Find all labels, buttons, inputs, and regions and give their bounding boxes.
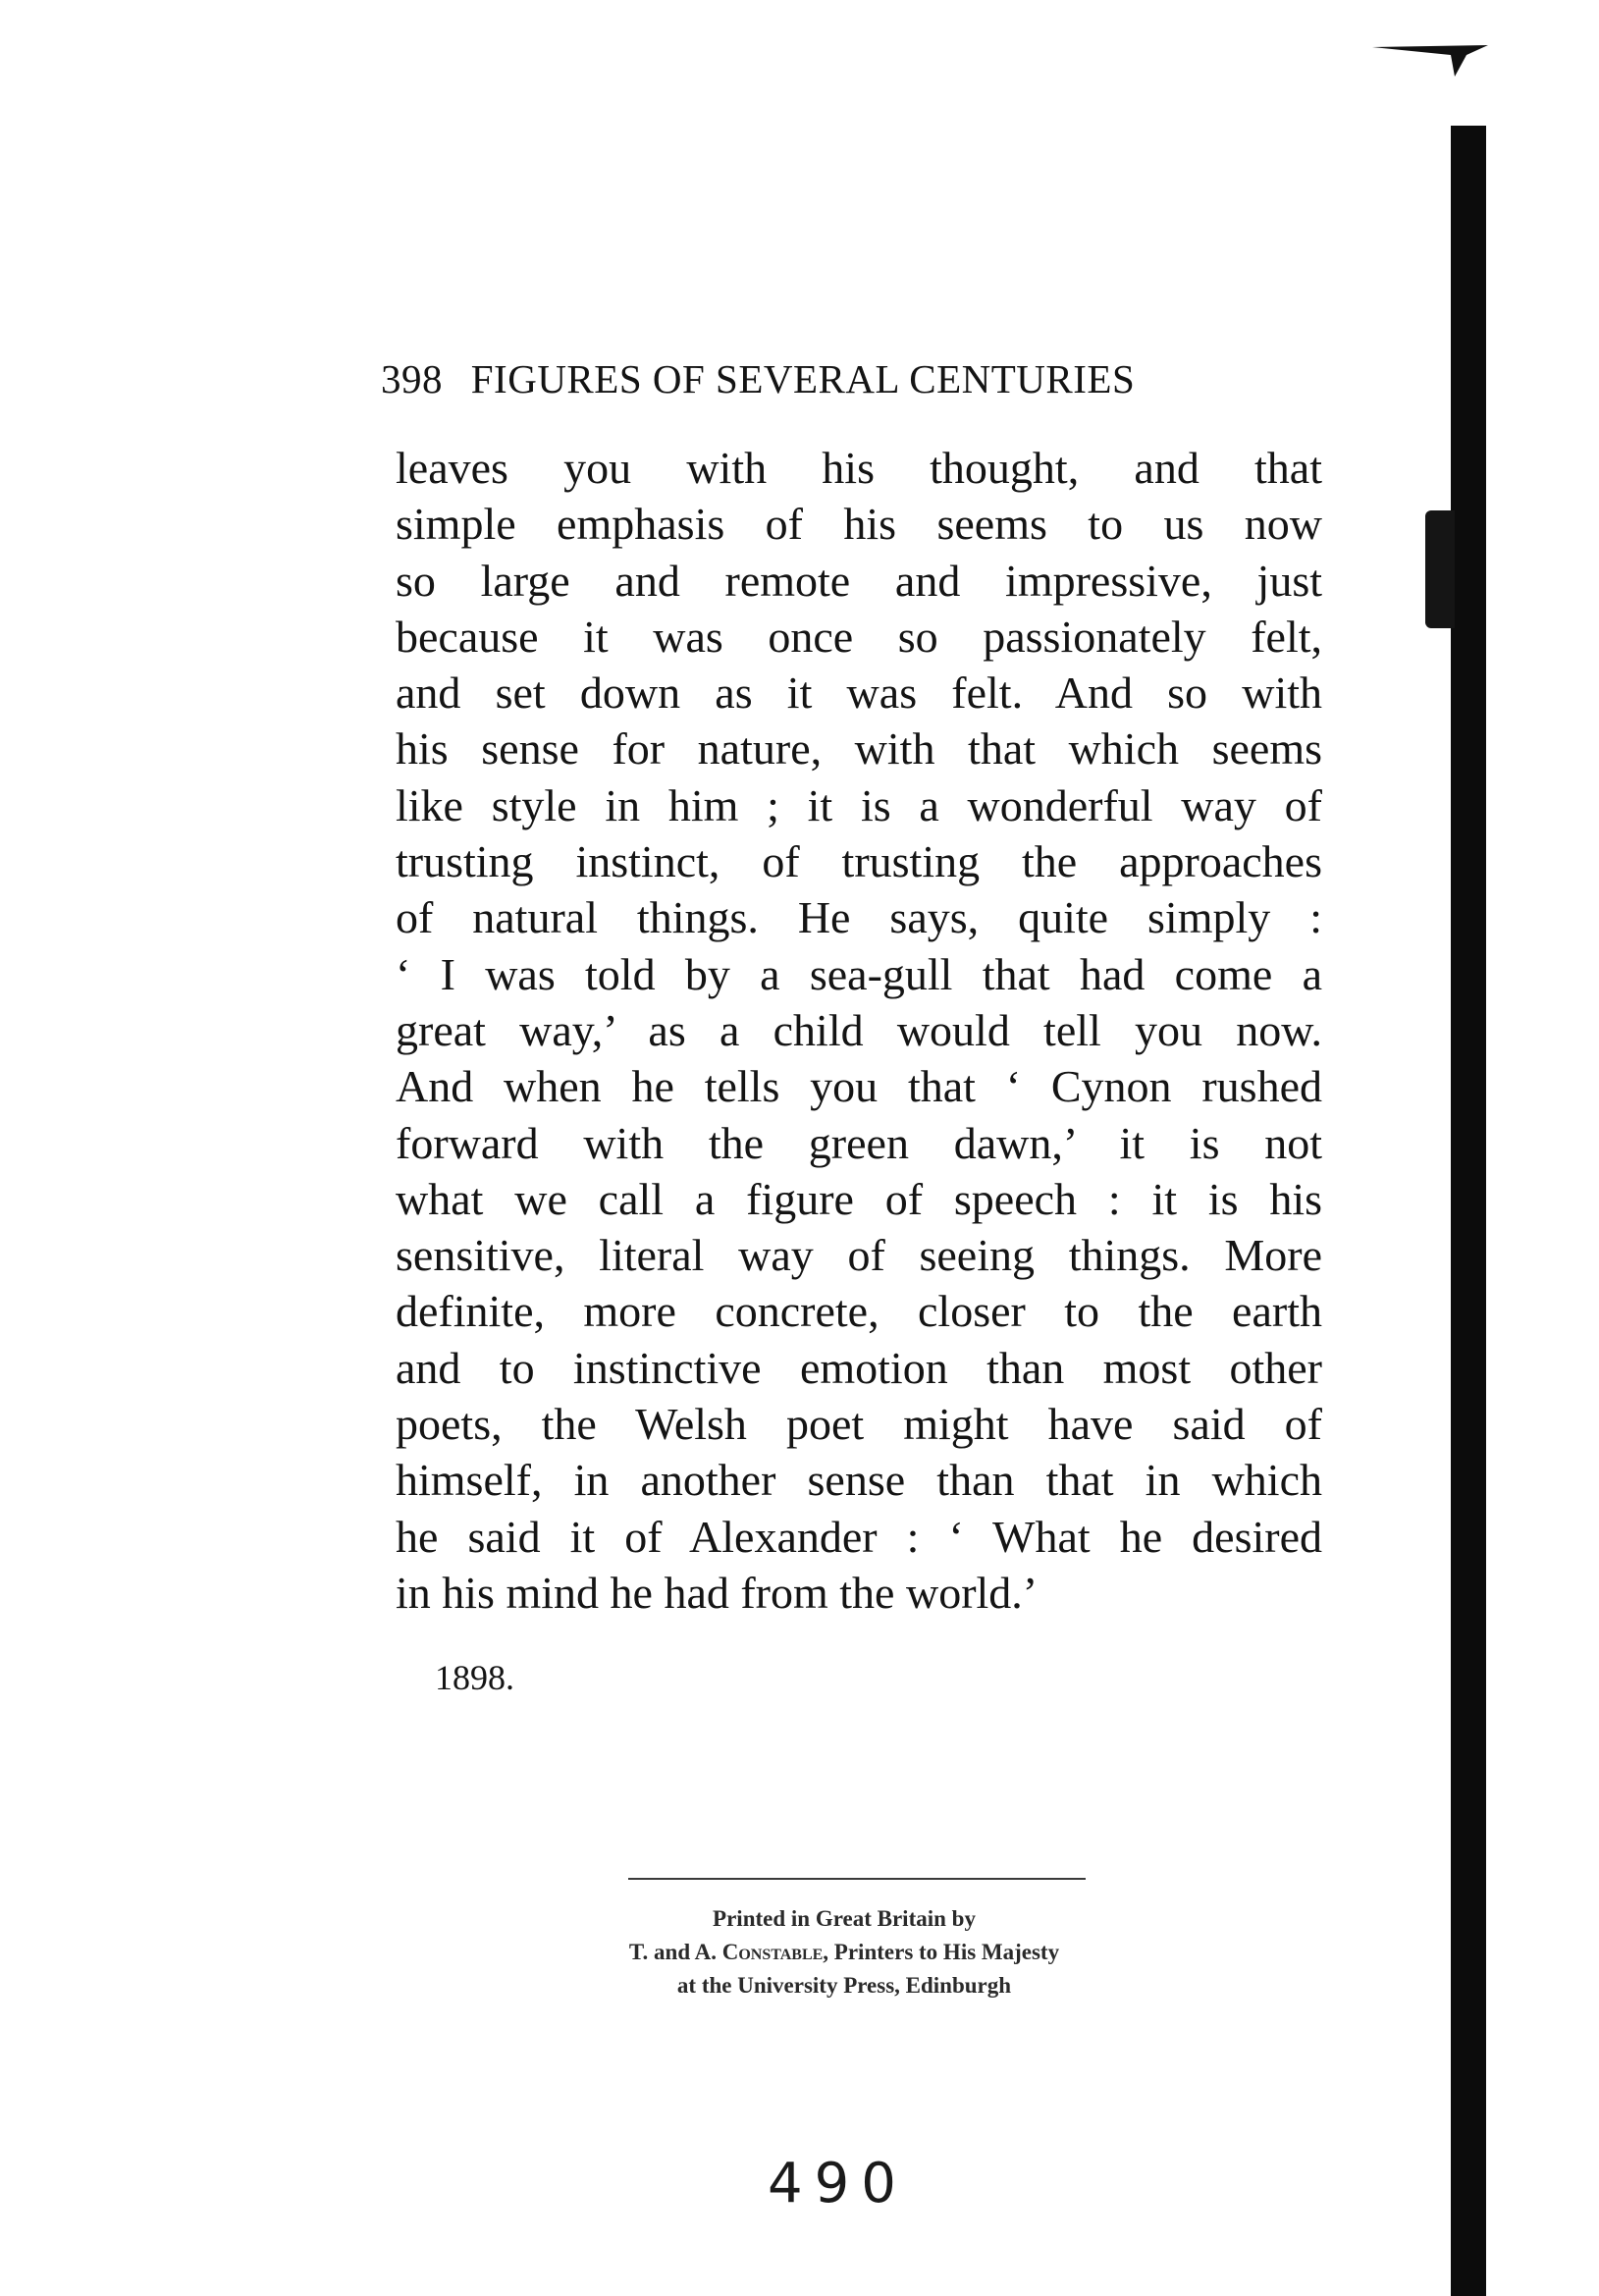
text-line: his sense for nature, with that which seems: [396, 723, 1322, 774]
handwritten-number-stamp: 490: [768, 2152, 908, 2216]
text-line-last: in his mind he had from the world.’: [396, 1567, 1039, 1618]
printer-name: Constable: [721, 1940, 824, 1964]
text-line: so large and remote and impressive, just: [396, 555, 1322, 606]
printer-colophon: [530, 1902, 1158, 2002]
text-line: definite, more concrete, closer to the earth: [396, 1286, 1322, 1337]
text-line: great way,’ as a child would tell you now.: [396, 1004, 1322, 1055]
colophon-line-2: T. and A. Constable, Printers to His Majesty: [628, 1940, 1060, 1964]
binding-shadow-edge: [1451, 126, 1486, 2296]
binding-shadow-bulge: [1425, 510, 1455, 628]
book-title: FIGURES OF SEVERAL CENTURIES: [470, 356, 1136, 401]
running-head: [381, 355, 1284, 402]
text-line: sensitive, literal way of seeing things. More: [396, 1230, 1322, 1281]
text-line: himself, in another sense than that in which: [396, 1455, 1322, 1506]
page-number: 398: [381, 356, 443, 401]
text-line: and to instinctive emotion than most other: [396, 1342, 1322, 1393]
text-line: he said it of Alexander : ‘ What he desired: [396, 1511, 1322, 1562]
colophon-rule: [628, 1878, 1086, 1880]
page-corner-tab-mark: [1372, 43, 1490, 97]
text-line: poets, the Welsh poet might have said of: [396, 1399, 1322, 1450]
text-line: of natural things. He says, quite simply :: [396, 892, 1322, 943]
text-line: And when he tells you that ‘ Cynon rushed: [396, 1061, 1322, 1112]
essay-date: 1898.: [435, 1658, 514, 1697]
text-line: trusting instinct, of trusting the approaches: [396, 836, 1322, 887]
text-line: leaves you with his thought, and that: [396, 443, 1322, 493]
text-line: because it was once so passionately felt,: [396, 611, 1322, 662]
text-line: and set down as it was felt. And so with: [396, 667, 1322, 719]
text-line: like style in him ; it is a wonderful way of: [396, 779, 1322, 830]
text-line: what we call a figure of speech : it is his: [396, 1173, 1322, 1224]
text-line: simple emphasis of his seems to us now: [396, 499, 1322, 550]
text-line: forward with the green dawn,’ it is not: [396, 1117, 1322, 1168]
body-text: [396, 440, 1322, 1621]
text-line: ‘ I was told by a sea-gull that had come a: [396, 948, 1322, 999]
colophon-line-1: Printed in Great Britain by: [713, 1906, 976, 1931]
colophon-line-3: at the University Press, Edinburgh: [676, 1973, 1012, 1998]
